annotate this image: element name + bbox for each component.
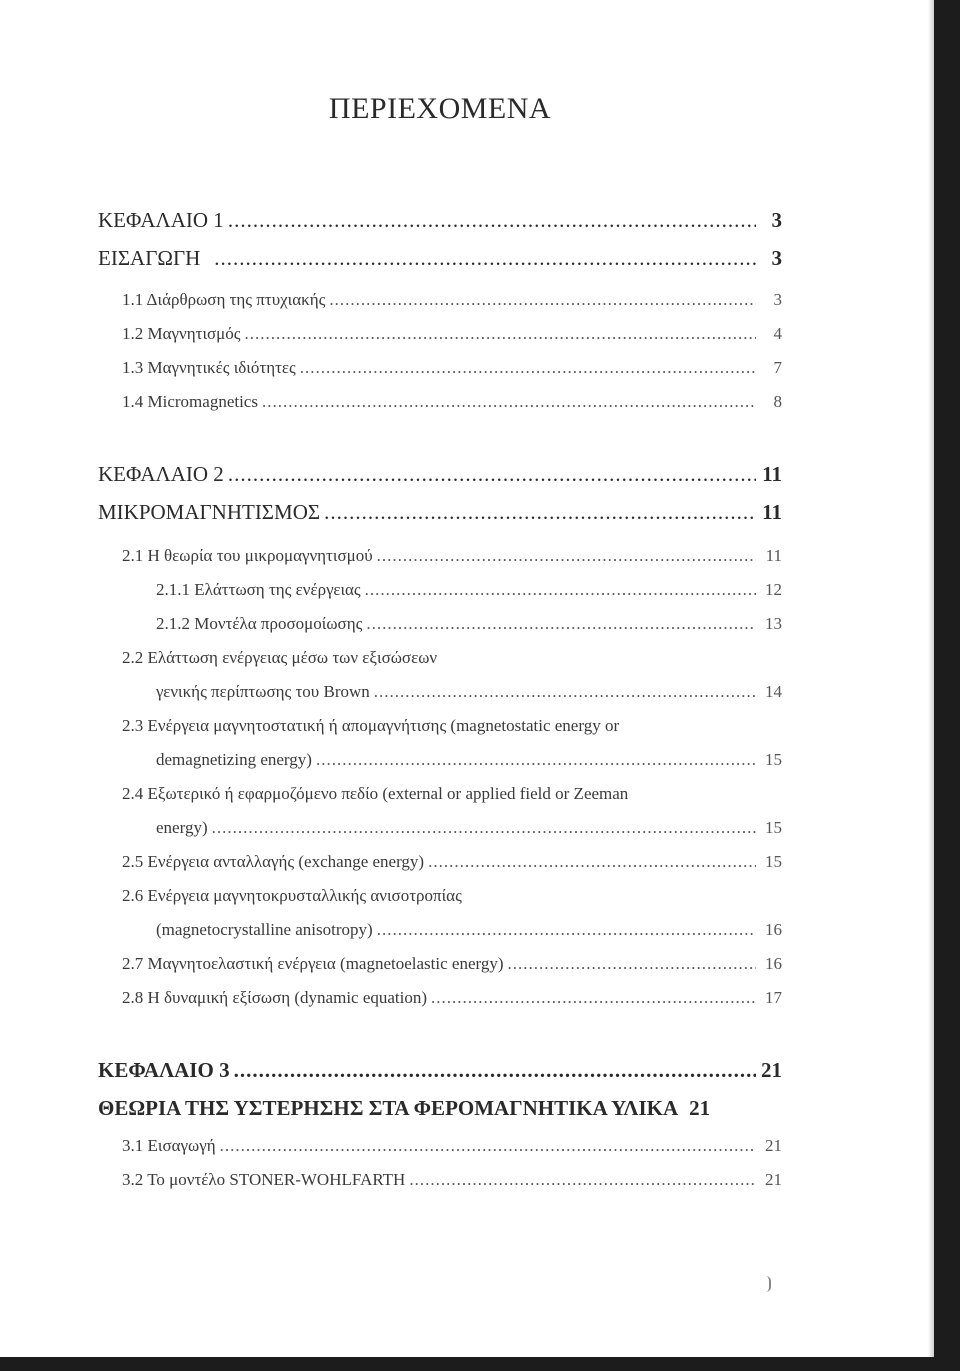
toc-entry-page: 15 bbox=[765, 750, 782, 769]
dot-leader bbox=[428, 852, 756, 872]
toc-entry-2-6-heading[interactable]: 2.6 Ενέργεια μαγνητοκρυσταλλικής ανισοτροπίας bbox=[122, 886, 462, 905]
toc-entry-label: (magnetocrystalline anisotropy) bbox=[156, 920, 373, 939]
toc-entry-1-4[interactable] bbox=[122, 392, 782, 412]
dot-leader bbox=[316, 750, 756, 770]
dot-leader bbox=[508, 954, 756, 974]
toc-entry-page: 21 bbox=[761, 1058, 782, 1082]
toc-entry-page: 16 bbox=[765, 920, 782, 939]
toc-entry-label: demagnetizing energy) bbox=[156, 750, 312, 769]
toc-entry-3-2[interactable] bbox=[122, 1170, 782, 1190]
toc-entry-label: 2.7 Μαγνητοελαστική ενέργεια (magnetoelastic energy) bbox=[122, 954, 504, 973]
toc-entry-label: 2.5 Ενέργεια ανταλλαγής (exchange energy) bbox=[122, 852, 425, 871]
toc-entry-2-2-heading[interactable]: 2.2 Ελάττωση ενέργειας μέσω των εξισώσεων bbox=[122, 648, 438, 667]
toc-entry-label: ΘΕΩΡΙΑ ΤΗΣ ΥΣΤΕΡΗΣΗΣ ΣΤΑ ΦΕΡΟΜΑΓΝΗΤΙΚΑ ΥΛΙΚΑ bbox=[98, 1096, 679, 1120]
toc-entry-label: ΕΙΣΑΓΩΓΗ bbox=[98, 246, 201, 270]
toc-entry-2-4[interactable] bbox=[156, 818, 782, 838]
toc-entry-2-6[interactable] bbox=[156, 920, 782, 940]
toc-entry-label: 1.2 Μαγνητισμός bbox=[122, 324, 241, 343]
toc-entry-2-1[interactable] bbox=[122, 546, 782, 566]
scan-border-right bbox=[934, 0, 960, 1371]
toc-entry-label: ΚΕΦΑΛΑΙΟ 2 bbox=[98, 462, 224, 486]
toc-entry-chapter-3[interactable] bbox=[98, 1058, 782, 1083]
toc-entry-label: 2.1.2 Μοντέλα προσομοίωσης bbox=[156, 614, 363, 633]
toc-entry-page: 15 bbox=[765, 818, 782, 837]
toc-entry-chapter-1[interactable] bbox=[98, 208, 782, 233]
toc-entry-chapter-2[interactable] bbox=[98, 462, 782, 487]
toc-entry-chapter-3-title[interactable] bbox=[98, 1096, 782, 1121]
dot-leader bbox=[431, 988, 756, 1008]
toc-entry-page: 11 bbox=[765, 546, 782, 565]
dot-leader bbox=[377, 920, 756, 940]
dot-leader bbox=[324, 500, 756, 525]
toc-entry-1-2[interactable] bbox=[122, 324, 782, 344]
toc-entry-label: 3.1 Εισαγωγή bbox=[122, 1136, 216, 1155]
toc-entry-label: 2.8 Η δυναμική εξίσωση (dynamic equation) bbox=[122, 988, 428, 1007]
toc-entry-page: 8 bbox=[773, 392, 782, 411]
toc-entry-page: 11 bbox=[762, 462, 782, 486]
dot-leader bbox=[374, 682, 756, 702]
toc-entry-page: 7 bbox=[773, 358, 782, 377]
toc-entry-page: 13 bbox=[765, 614, 782, 633]
toc-entry-label: 1.3 Μαγνητικές ιδιότητες bbox=[122, 358, 296, 377]
toc-entry-page: 15 bbox=[765, 852, 782, 871]
dot-leader bbox=[228, 208, 756, 233]
toc-entry-label: ΚΕΦΑΛΑΙΟ 1 bbox=[98, 208, 224, 232]
toc-entry-page: 21 bbox=[765, 1170, 782, 1189]
page-title: ΠΕΡΙΕΧΟΜΕΝΑ bbox=[328, 92, 552, 125]
scan-speck bbox=[766, 1276, 771, 1292]
dot-leader bbox=[245, 324, 756, 344]
toc-entry-2-4-heading[interactable]: 2.4 Εξωτερικό ή εφαρμοζόμενο πεδίο (external or applied field or Zeeman bbox=[122, 784, 629, 803]
toc-entry-label: ΜΙΚΡΟΜΑΓΝΗΤΙΣΜΟΣ bbox=[98, 500, 321, 524]
toc-entry-page: 21 bbox=[689, 1096, 711, 1120]
toc-entry-label: ΚΕΦΑΛΑΙΟ 3 bbox=[98, 1058, 230, 1082]
dot-leader bbox=[377, 546, 756, 566]
toc-entry-page: 12 bbox=[765, 580, 782, 599]
toc-entry-2-2[interactable] bbox=[156, 682, 782, 702]
dot-leader bbox=[262, 392, 756, 412]
toc-entry-1-1[interactable] bbox=[122, 290, 782, 310]
toc-entry-2-3[interactable] bbox=[156, 750, 782, 770]
dot-leader bbox=[214, 246, 756, 271]
toc-entry-2-8[interactable] bbox=[122, 988, 782, 1008]
toc-entry-page: 11 bbox=[762, 500, 782, 524]
toc-entry-chapter-2-title[interactable] bbox=[98, 500, 782, 525]
toc-entry-label: 1.1 Διάρθρωση της πτυχιακής bbox=[122, 290, 326, 309]
toc-entry-2-1-2[interactable] bbox=[156, 614, 782, 634]
toc-entry-1-3[interactable] bbox=[122, 358, 782, 378]
dot-leader bbox=[409, 1170, 756, 1190]
dot-leader bbox=[228, 462, 756, 487]
toc-entry-label: 2.1 Η θεωρία του μικρομαγνητισμού bbox=[122, 546, 373, 565]
toc-entry-2-3-heading[interactable]: 2.3 Ενέργεια μαγνητοστατική ή απομαγνήτισης (magnetostatic energy or bbox=[122, 716, 620, 735]
dot-leader bbox=[329, 290, 756, 310]
toc-entry-label: 2.1.1 Ελάττωση της ενέργειας bbox=[156, 580, 361, 599]
dot-leader bbox=[212, 818, 756, 838]
toc-entry-2-5[interactable] bbox=[122, 852, 782, 872]
toc-entry-page: 3 bbox=[771, 208, 782, 232]
toc-entry-chapter-1-title[interactable] bbox=[98, 246, 782, 271]
toc-entry-label: γενικής περίπτωσης του Brown bbox=[156, 682, 370, 701]
toc-entry-3-1[interactable] bbox=[122, 1136, 782, 1156]
dot-leader bbox=[234, 1058, 756, 1083]
toc-entry-2-1-1[interactable] bbox=[156, 580, 782, 600]
dot-leader bbox=[366, 614, 756, 634]
toc-entry-page: 14 bbox=[765, 682, 782, 701]
scan-border-bottom bbox=[0, 1357, 960, 1371]
toc-entry-page: 16 bbox=[765, 954, 782, 973]
dot-leader bbox=[365, 580, 756, 600]
toc-entry-page: 17 bbox=[765, 988, 782, 1007]
toc-entry-label: 3.2 Το μοντέλο STONER-WOHLFARTH bbox=[122, 1170, 406, 1189]
toc-entry-page: 4 bbox=[773, 324, 782, 343]
toc-entry-label: energy) bbox=[156, 818, 208, 837]
toc-entry-2-7[interactable] bbox=[122, 954, 782, 974]
dot-leader bbox=[220, 1136, 756, 1156]
toc-entry-page: 3 bbox=[773, 290, 782, 309]
dot-leader bbox=[300, 358, 756, 378]
toc-entry-page: 3 bbox=[771, 246, 782, 270]
toc-entry-label: 1.4 Micromagnetics bbox=[122, 392, 258, 411]
toc-entry-page: 21 bbox=[765, 1136, 782, 1155]
